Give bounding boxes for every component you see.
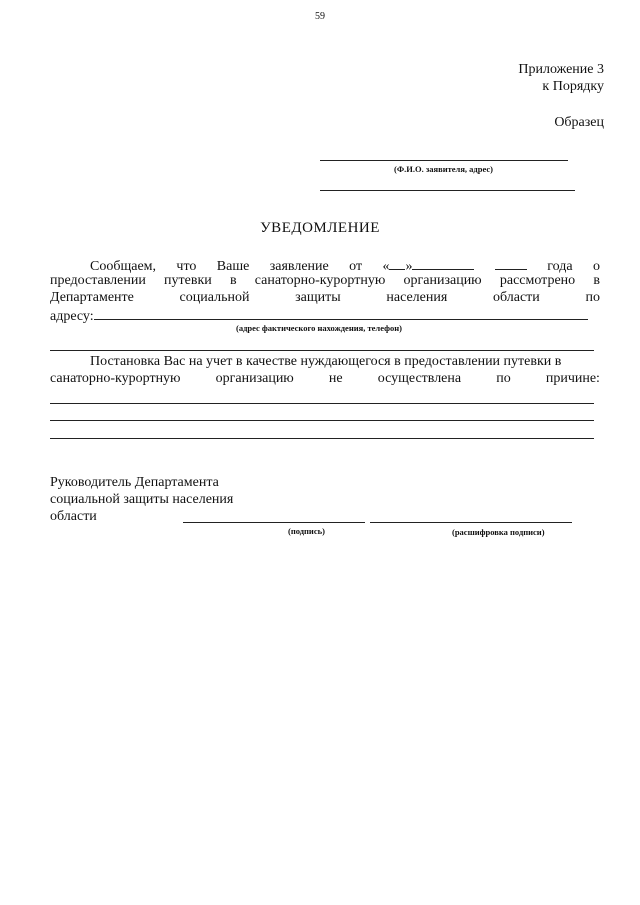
- sample-label: Образец: [554, 115, 604, 130]
- signer-title-line2: социальной защиты населения: [50, 492, 234, 507]
- text-word: населения: [386, 290, 448, 305]
- page-number: 59: [315, 11, 325, 22]
- text-word: Сообщаем,: [90, 259, 157, 274]
- text-word: санаторно-курортную: [254, 273, 386, 288]
- text-word: по: [496, 371, 511, 386]
- signature-line: [183, 522, 365, 523]
- document-title: УВЕДОМЛЕНИЕ: [260, 220, 380, 236]
- text-word: года: [547, 259, 573, 274]
- text-word: от: [349, 259, 363, 274]
- para2-line1: [90, 354, 600, 370]
- applicant-line: [320, 160, 568, 161]
- address-caption: (адрес фактического нахождения, телефон): [236, 323, 402, 333]
- year-blank: [495, 257, 527, 270]
- signer-title-line1: Руководитель Департамента: [50, 475, 219, 490]
- address-line-2: [50, 350, 594, 351]
- text-word: Ваше: [216, 259, 250, 274]
- para1-line2: [50, 273, 600, 289]
- appendix-order: к Порядку: [542, 79, 604, 94]
- signature-name-caption: (расшифровка подписи): [452, 527, 545, 537]
- text-word: санаторно-курортную: [50, 371, 181, 386]
- text-word: социальной: [179, 290, 250, 305]
- signer-title-line3: области: [50, 509, 97, 524]
- text-word: рассмотрено: [499, 273, 576, 288]
- reason-line-3: [50, 438, 594, 439]
- signature-caption: (подпись): [288, 526, 325, 536]
- reason-line-1: [50, 403, 594, 404]
- text-word: организацию: [215, 371, 294, 386]
- appendix-label: Приложение 3: [518, 62, 604, 77]
- month-blank: [412, 257, 474, 270]
- text-word: адресу:: [50, 309, 94, 324]
- para1-line3: [50, 290, 600, 306]
- day-blank: [389, 257, 405, 270]
- address-blank: [94, 307, 588, 320]
- text-word: что: [176, 259, 197, 274]
- applicant-caption: (Ф.И.О. заявителя, адрес): [394, 164, 493, 174]
- applicant-address-line: [320, 190, 575, 191]
- quote-close: »: [405, 259, 413, 274]
- text-word: осуществлена: [377, 371, 462, 386]
- text-word: предоставлении: [50, 273, 146, 288]
- text-line: Постановка Вас на учет в качестве нуждающегося в предоставлении путевки в: [90, 354, 562, 369]
- text-word: причине:: [545, 371, 600, 386]
- text-word: заявление: [269, 259, 329, 274]
- text-word: не: [328, 371, 343, 386]
- text-word: о: [592, 259, 600, 274]
- text-word: Департаменте: [50, 290, 134, 305]
- text-word: путевки: [164, 273, 212, 288]
- text-word: в: [593, 273, 600, 288]
- reason-line-2: [50, 420, 594, 421]
- text-word: в: [229, 273, 237, 288]
- quote-open: «: [382, 259, 390, 274]
- text-word: по: [585, 290, 600, 305]
- para2-line2: [50, 371, 600, 387]
- text-word: защиты: [295, 290, 341, 305]
- text-word: области: [492, 290, 540, 305]
- signature-name-line: [370, 522, 572, 523]
- text-word: организацию: [403, 273, 482, 288]
